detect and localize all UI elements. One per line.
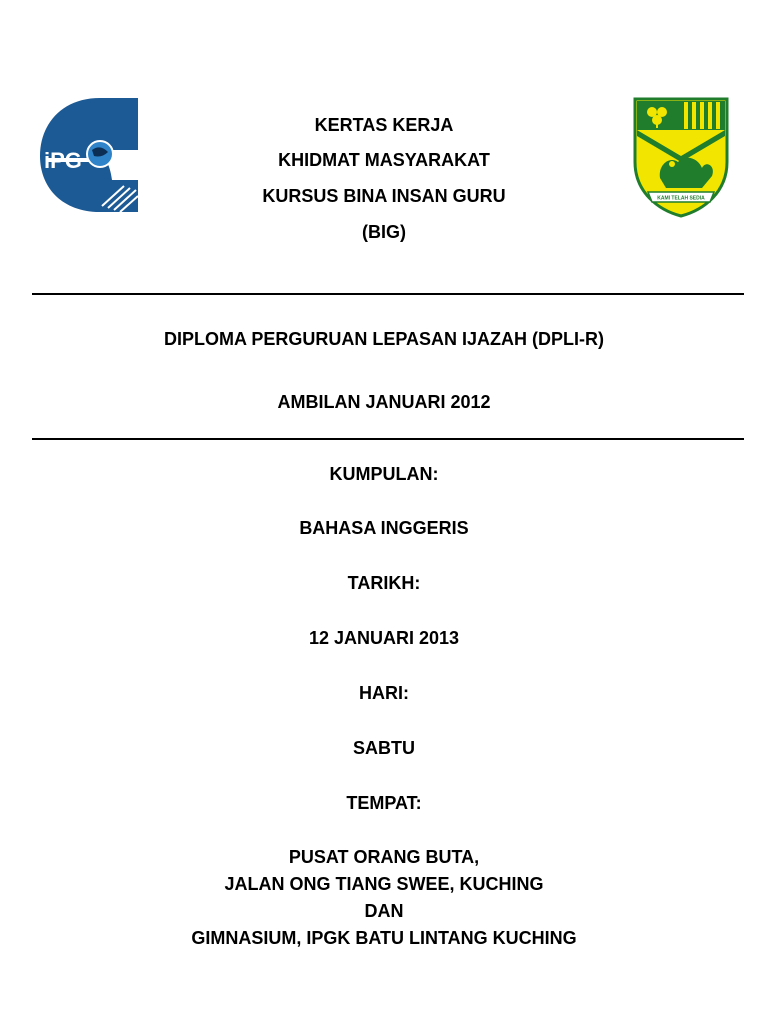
doc-title-line-4: (BIG) — [362, 222, 406, 242]
program-name: DIPLOMA PERGURUAN LEPASAN IJAZAH (DPLI-R) — [164, 329, 604, 349]
venue-line-3: DAN — [364, 901, 404, 921]
date-label: TARIKH: — [347, 573, 421, 593]
crest-motto: KAMI TELAH SEDIA — [657, 195, 705, 202]
venue-line-1: PUSAT ORANG BUTA, — [288, 847, 480, 867]
date-value: 12 JANUARI 2013 — [308, 628, 460, 648]
doc-title-line-1: KERTAS KERJA — [314, 115, 454, 135]
divider-top — [32, 293, 744, 295]
venue-line-4: GIMNASIUM, IPGK BATU LINTANG KUCHING — [191, 928, 577, 948]
doc-title-line-3: KURSUS BINA INSAN GURU — [262, 186, 506, 206]
ipg-logo-text: iPG — [44, 148, 82, 173]
group-value: BAHASA INGGERIS — [299, 518, 469, 538]
divider-bottom — [32, 438, 744, 440]
doc-title-line-2: KHIDMAT MASYARAKAT — [278, 150, 490, 170]
day-label: HARI: — [359, 683, 409, 703]
day-value: SABTU — [353, 738, 415, 758]
venue-line-2: JALAN ONG TIANG SWEE, KUCHING — [224, 874, 544, 894]
group-label: KUMPULAN: — [329, 464, 439, 484]
program-intake: AMBILAN JANUARI 2012 — [277, 392, 491, 412]
venue-label: TEMPAT: — [346, 793, 422, 813]
